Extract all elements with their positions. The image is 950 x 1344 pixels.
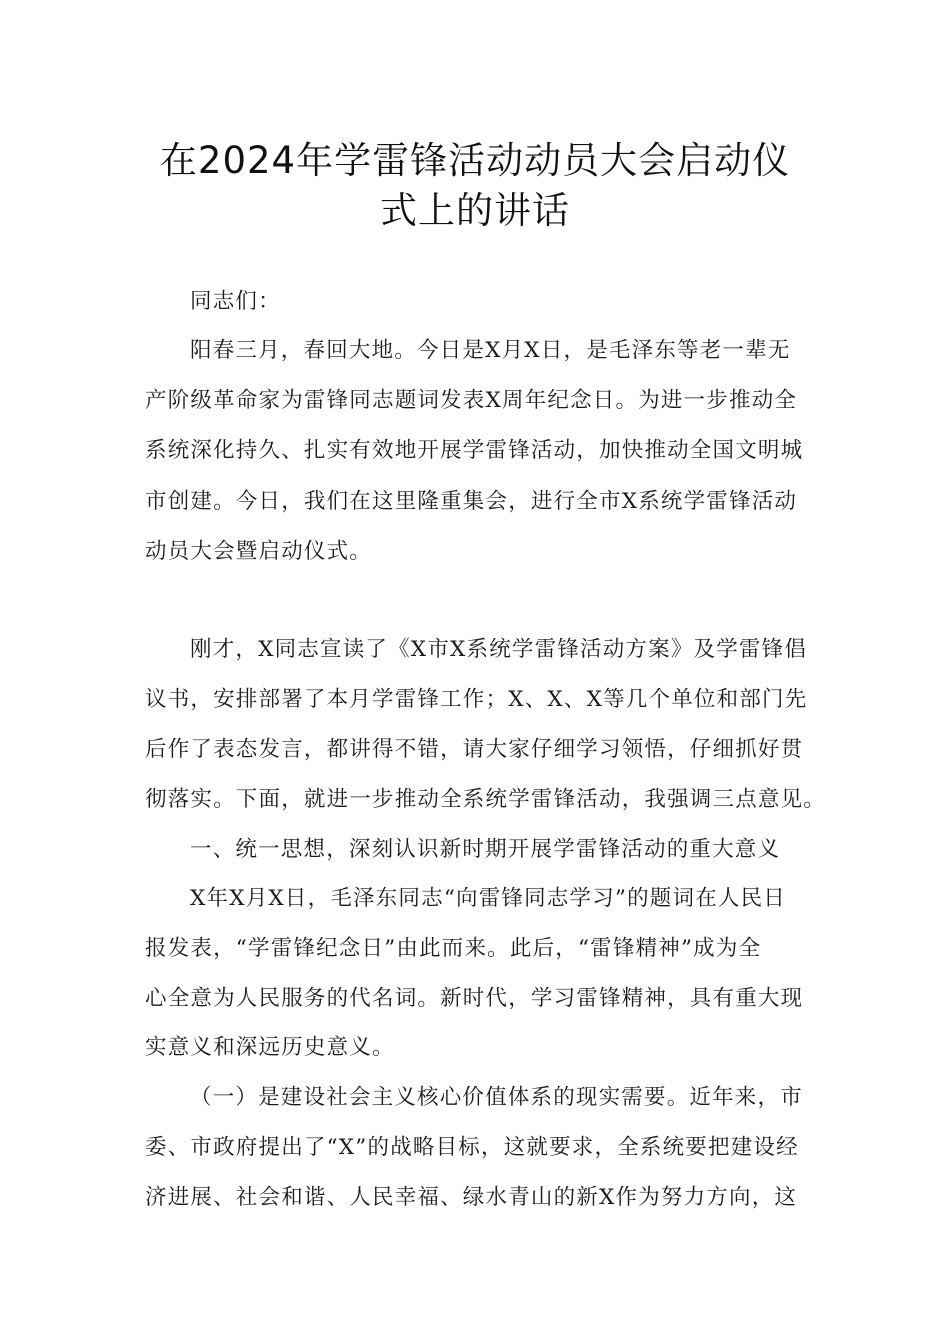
document-title-line-2: 式上的讲话 — [380, 189, 570, 232]
paragraph-line: 阳春三月，春回大地。今日是X月X日，是毛泽东等老一辈无 — [190, 338, 791, 363]
paragraph-line: 后作了表态发言，都讲得不错，请大家仔细学习领悟，仔细抓好贯 — [145, 737, 804, 762]
paragraph-line: 产阶级革命家为雷锋同志题词发表X周年纪念日。为进一步推动全 — [145, 388, 798, 413]
document-title-line-1: 在2024年学雷锋活动动员大会启动仪 — [159, 139, 791, 182]
paragraph-line: 心全意为人民服务的代名词。新时代，学习雷锋精神，具有重大现 — [145, 986, 804, 1011]
paragraph-line: 实意义和深远历史意义。 — [145, 1035, 395, 1060]
paragraph-line: 市创建。今日，我们在这里隆重集会，进行全市X系统学雷锋活动 — [145, 489, 798, 514]
paragraph-line: 彻落实。下面，就进一步推动全系统学雷锋活动，我强调三点意见。 — [145, 787, 827, 812]
paragraph-line: 报发表，“学雷锋纪念日”由此而来。此后，“雷锋精神”成为全 — [145, 936, 762, 961]
paragraph-line: 议书，安排部署了本月学雷锋工作；X、X、X等几个单位和部门先 — [145, 687, 808, 712]
paragraph-line: 动员大会暨启动仪式。 — [145, 539, 373, 564]
paragraph-line: 系统深化持久、扎实有效地开展学雷锋活动，加快推动全国文明城 — [145, 438, 804, 463]
salutation: 同志们： — [190, 289, 281, 314]
section-heading: 一、统一思想，深刻认识新时期开展学雷锋活动的重大意义 — [190, 837, 781, 862]
paragraph-line: 济进展、社会和谐、人民幸福、绿水青山的新X作为努力方向，这 — [145, 1185, 798, 1210]
paragraph-line: X年X月X日，毛泽东同志“向雷锋同志学习”的题词在人民日 — [190, 886, 787, 911]
paragraph-line: 刚才，X同志宣读了《X市X系统学雷锋活动方案》及学雷锋倡 — [190, 637, 808, 662]
paragraph-line: （一）是建设社会主义核心价值体系的现实需要。近年来，市 — [190, 1085, 803, 1110]
paragraph-line: 委、市政府提出了“X”的战略目标，这就要求，全系统要把建设经 — [145, 1135, 799, 1160]
